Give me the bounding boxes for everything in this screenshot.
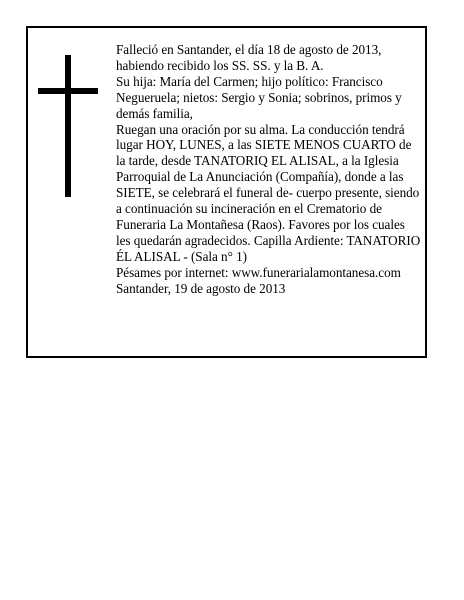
cross-horizontal-bar xyxy=(38,88,98,94)
cross-vertical-bar xyxy=(65,55,71,197)
obituary-notice xyxy=(26,26,427,358)
condolences-website: Pésames por internet: www.funerarialamontanesa.com xyxy=(116,264,401,280)
notice-dateline: Santander, 19 de agosto de 2013 xyxy=(116,280,286,296)
death-announcement: Falleció en Santander, el día 18 de agosto de 2013, habiendo recibido los SS. SS. y la B. A. xyxy=(116,42,382,73)
family-mourners: Su hija: María del Carmen; hijo político: Francisco Negueruela; nietos: Sergio y Sonia; sobrinos, primos y demás familia, xyxy=(116,73,402,121)
notice-body xyxy=(116,42,422,297)
funeral-details: Ruegan una oración por su alma. La conducción tendrá lugar HOY, LUNES, a las SIETE MENOS CUARTO de la tarde, desde TANATORIQ EL ALISAL, a la Iglesia Parroquial de La Anunciación (Compañía), donde a las SIETE, se celebrará el funeral de- cuerpo presente, siendo a continuación su incineración en el Crematorio de Funeraria La Montañesa (Raos). Favores por los cuales les quedarán agradecidos. Capilla Ardiente: TANATORIO ÉL ALISAL - (Sala n° 1) xyxy=(116,121,421,264)
cross-icon xyxy=(38,55,98,197)
